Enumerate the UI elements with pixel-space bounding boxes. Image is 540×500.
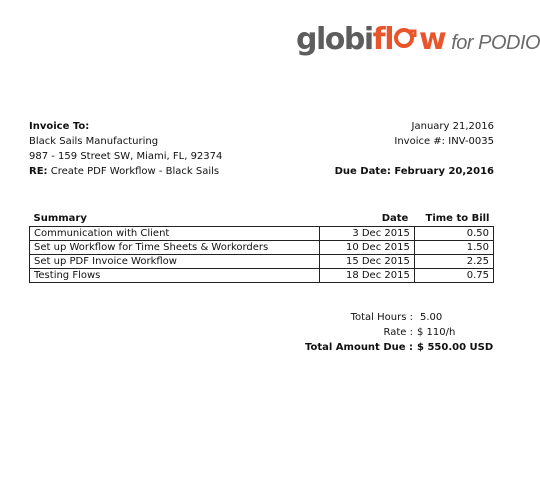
logo-part-w: w bbox=[418, 22, 446, 57]
row-time: 0.50 bbox=[414, 227, 493, 241]
client-company: Black Sails Manufacturing bbox=[29, 136, 159, 147]
table-row bbox=[30, 269, 494, 283]
row-date: 10 Dec 2015 bbox=[320, 241, 415, 255]
rate-label: Rate : bbox=[383, 327, 413, 338]
table-row bbox=[30, 241, 494, 255]
row-date: 3 Dec 2015 bbox=[320, 227, 415, 241]
row-summary: Testing Flows bbox=[30, 269, 320, 283]
invoice-number: INV-0035 bbox=[448, 136, 494, 147]
due-date: Due Date: February 20,2016 bbox=[334, 166, 494, 177]
table-row bbox=[30, 255, 494, 269]
line-items-table bbox=[29, 212, 494, 283]
flow-circle-icon bbox=[393, 27, 419, 49]
total-hours-value: 5.00 bbox=[420, 312, 443, 323]
logo-wordmark bbox=[296, 22, 445, 57]
re-label: RE: bbox=[29, 166, 48, 177]
row-date: 15 Dec 2015 bbox=[320, 255, 415, 269]
logo-part-globi: globi bbox=[296, 22, 373, 57]
total-amount-label: Total Amount Due : bbox=[304, 342, 413, 353]
globiflow-logo bbox=[296, 22, 540, 62]
table-header-row bbox=[30, 212, 494, 227]
row-summary: Set up Workflow for Time Sheets & Workorders bbox=[30, 241, 320, 255]
rate-value: $ 110/h bbox=[417, 327, 456, 338]
table-row bbox=[30, 227, 494, 241]
row-summary: Communication with Client bbox=[30, 227, 320, 241]
invoice-to-heading: Invoice To: bbox=[29, 121, 90, 132]
re-line bbox=[29, 165, 219, 179]
row-time: 1.50 bbox=[414, 241, 493, 255]
header-time-to-bill: Time to Bill bbox=[425, 213, 490, 224]
row-time: 0.75 bbox=[414, 269, 493, 283]
row-time: 2.25 bbox=[414, 255, 493, 269]
invoice-number-line bbox=[394, 135, 494, 149]
logo-tagline: for PODIO bbox=[451, 32, 540, 54]
total-hours-label: Total Hours : bbox=[350, 312, 413, 323]
logo-part-fl: fl bbox=[372, 22, 393, 57]
invoice-date: January 21,2016 bbox=[411, 121, 494, 132]
row-date: 18 Dec 2015 bbox=[320, 269, 415, 283]
total-amount-value: $ 550.00 USD bbox=[417, 342, 494, 353]
row-summary: Set up PDF Invoice Workflow bbox=[30, 255, 320, 269]
client-address: 987 - 159 Street SW, Miami, FL, 92374 bbox=[29, 151, 223, 162]
header-summary: Summary bbox=[33, 213, 87, 224]
header-date: Date bbox=[381, 213, 409, 224]
invoice-number-label: Invoice #: bbox=[394, 136, 446, 147]
re-text: Create PDF Workflow - Black Sails bbox=[50, 166, 220, 177]
